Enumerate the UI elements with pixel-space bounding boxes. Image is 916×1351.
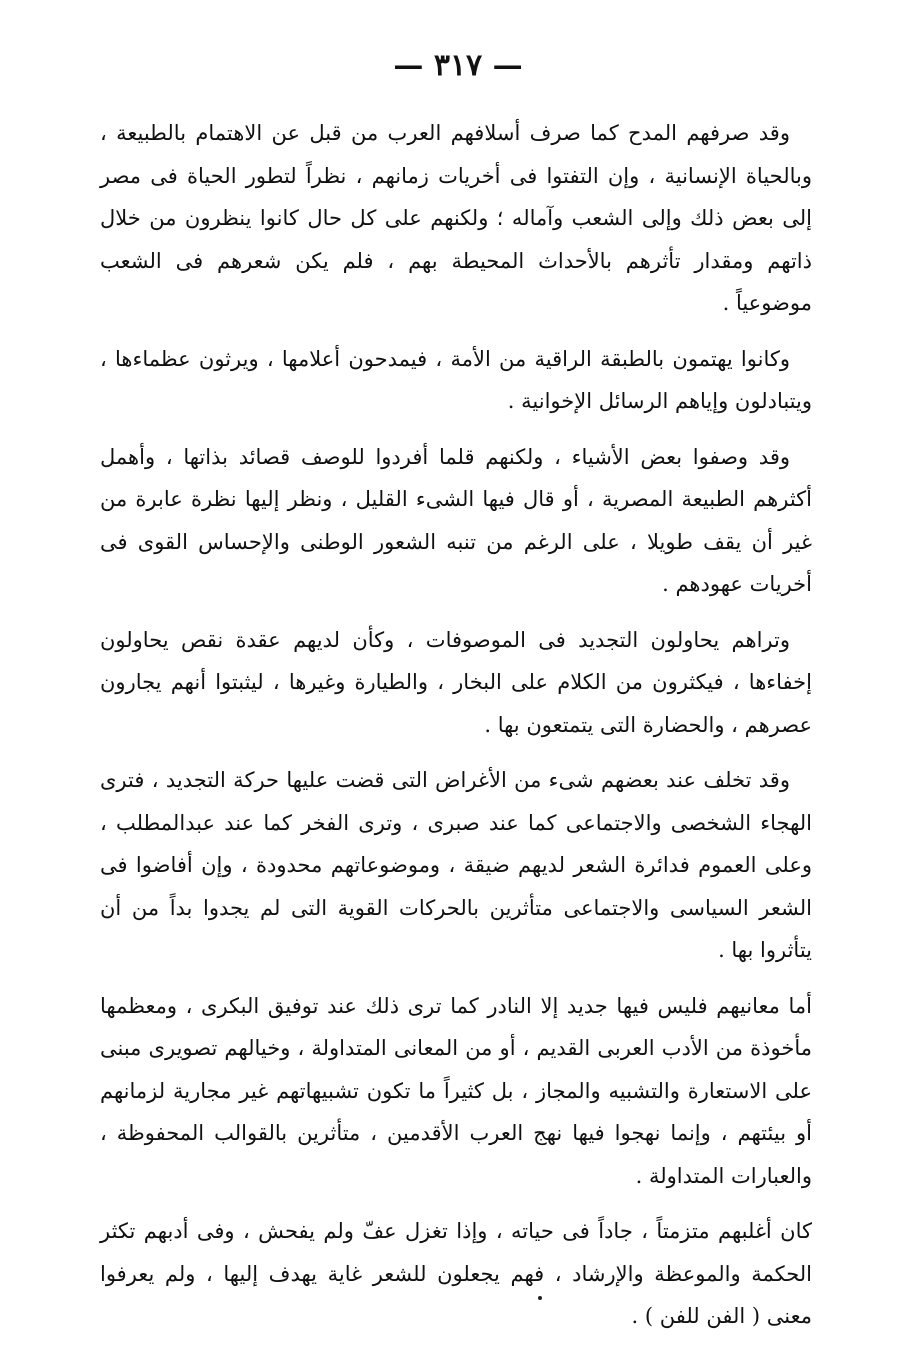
paragraph-4: وتراهم يحاولون التجديد فى الموصوفات ، وكأن لديهم عقدة نقص يحاولون إخفاءها ، فيكثرون من الكلام على البخار ، والطيارة وغيرها ، ليثبتوا أنهم يجارون عصرهم ، والحضارة التى يتمتعون بها .: [100, 627, 812, 737]
paragraph-7: كان أغلبهم متزمتاً ، جاداً فى حياته ، وإذا تغزل عفّ ولم يفحش ، وفى أدبهم تكثر الحكمة والموعظة والإرشاد ، فهم يجعلون للشعر غاية يهدف إليها ، ولم يعرفوا معنى ( الفن للفن ) .: [100, 1219, 812, 1328]
print-speck: [538, 1296, 542, 1300]
body-text: [100, 112, 812, 1351]
paragraph-6: أما معانيهم فليس فيها جديد إلا النادر كما ترى ذلك عند توفيق البكرى ، ومعظمها مأخوذة من الأدب العربى القديم ، أو من المعانى المتداولة ، وخيالهم تصويرى مبنى على الاستعارة والتشبيه والمجاز ، بل كثيراً ما تكون تشبيهاتهم غير مجارية لزمانهم أو بيئتهم ، وإنما نهجوا فيها نهج العرب الأقدمين ، متأثرين بالقوالب المحفوظة ، والعبارات المتداولة .: [100, 993, 812, 1188]
paragraph-3: وقد وصفوا بعض الأشياء ، ولكنهم قلما أفردوا للوصف قصائد بذاتها ، وأهمل أكثرهم الطبيعة المصرية ، أو قال فيها الشىء القليل ، ونظر إليها نظرة عابرة من غير أن يقف طويلا ، على الرغم من تنبه الشعور الوطنى والإحساس القوى فى أخريات عهودهم .: [100, 444, 812, 596]
page-number: — ٣١٧ —: [393, 48, 523, 83]
paragraph-2: وكانوا يهتمون بالطبقة الراقية من الأمة ، فيمدحون أعلامها ، ويرثون عظماءها ، ويتبادلون وإياهم الرسائل الإخوانية .: [100, 346, 812, 413]
paragraph-1: وقد صرفهم المدح كما صرف أسلافهم العرب من قبل عن الاهتمام بالطبيعة ، وبالحياة الإنسانية ، وإن التفتوا فى أخريات زمانهم ، نظراً لتطور الحياة فى مصر إلى بعض ذلك وإلى الشعب وآماله ؛ ولكنهم على كل حال كانوا ينظرون من خلال ذاتهم ومقدار تأثرهم بالأحداث المحيطة بهم ، فلم يكن شعرهم فى الشعب موضوعياً .: [100, 121, 812, 315]
paragraph-5: وقد تخلف عند بعضهم شىء من الأغراض التى قضت عليها حركة التجديد ، فترى الهجاء الشخصى والاجتماعى كما عند صبرى ، وترى الفخر كما عند عبدالمطلب ، وعلى العموم فدائرة الشعر لديهم ضيقة ، وموضوعاتهم محدودة ، وإن أفاضوا فى الشعر السياسى والاجتماعى متأثرين بالحركات القوية التى لم يجدوا بداً من أن يتأثروا بها .: [100, 768, 812, 962]
